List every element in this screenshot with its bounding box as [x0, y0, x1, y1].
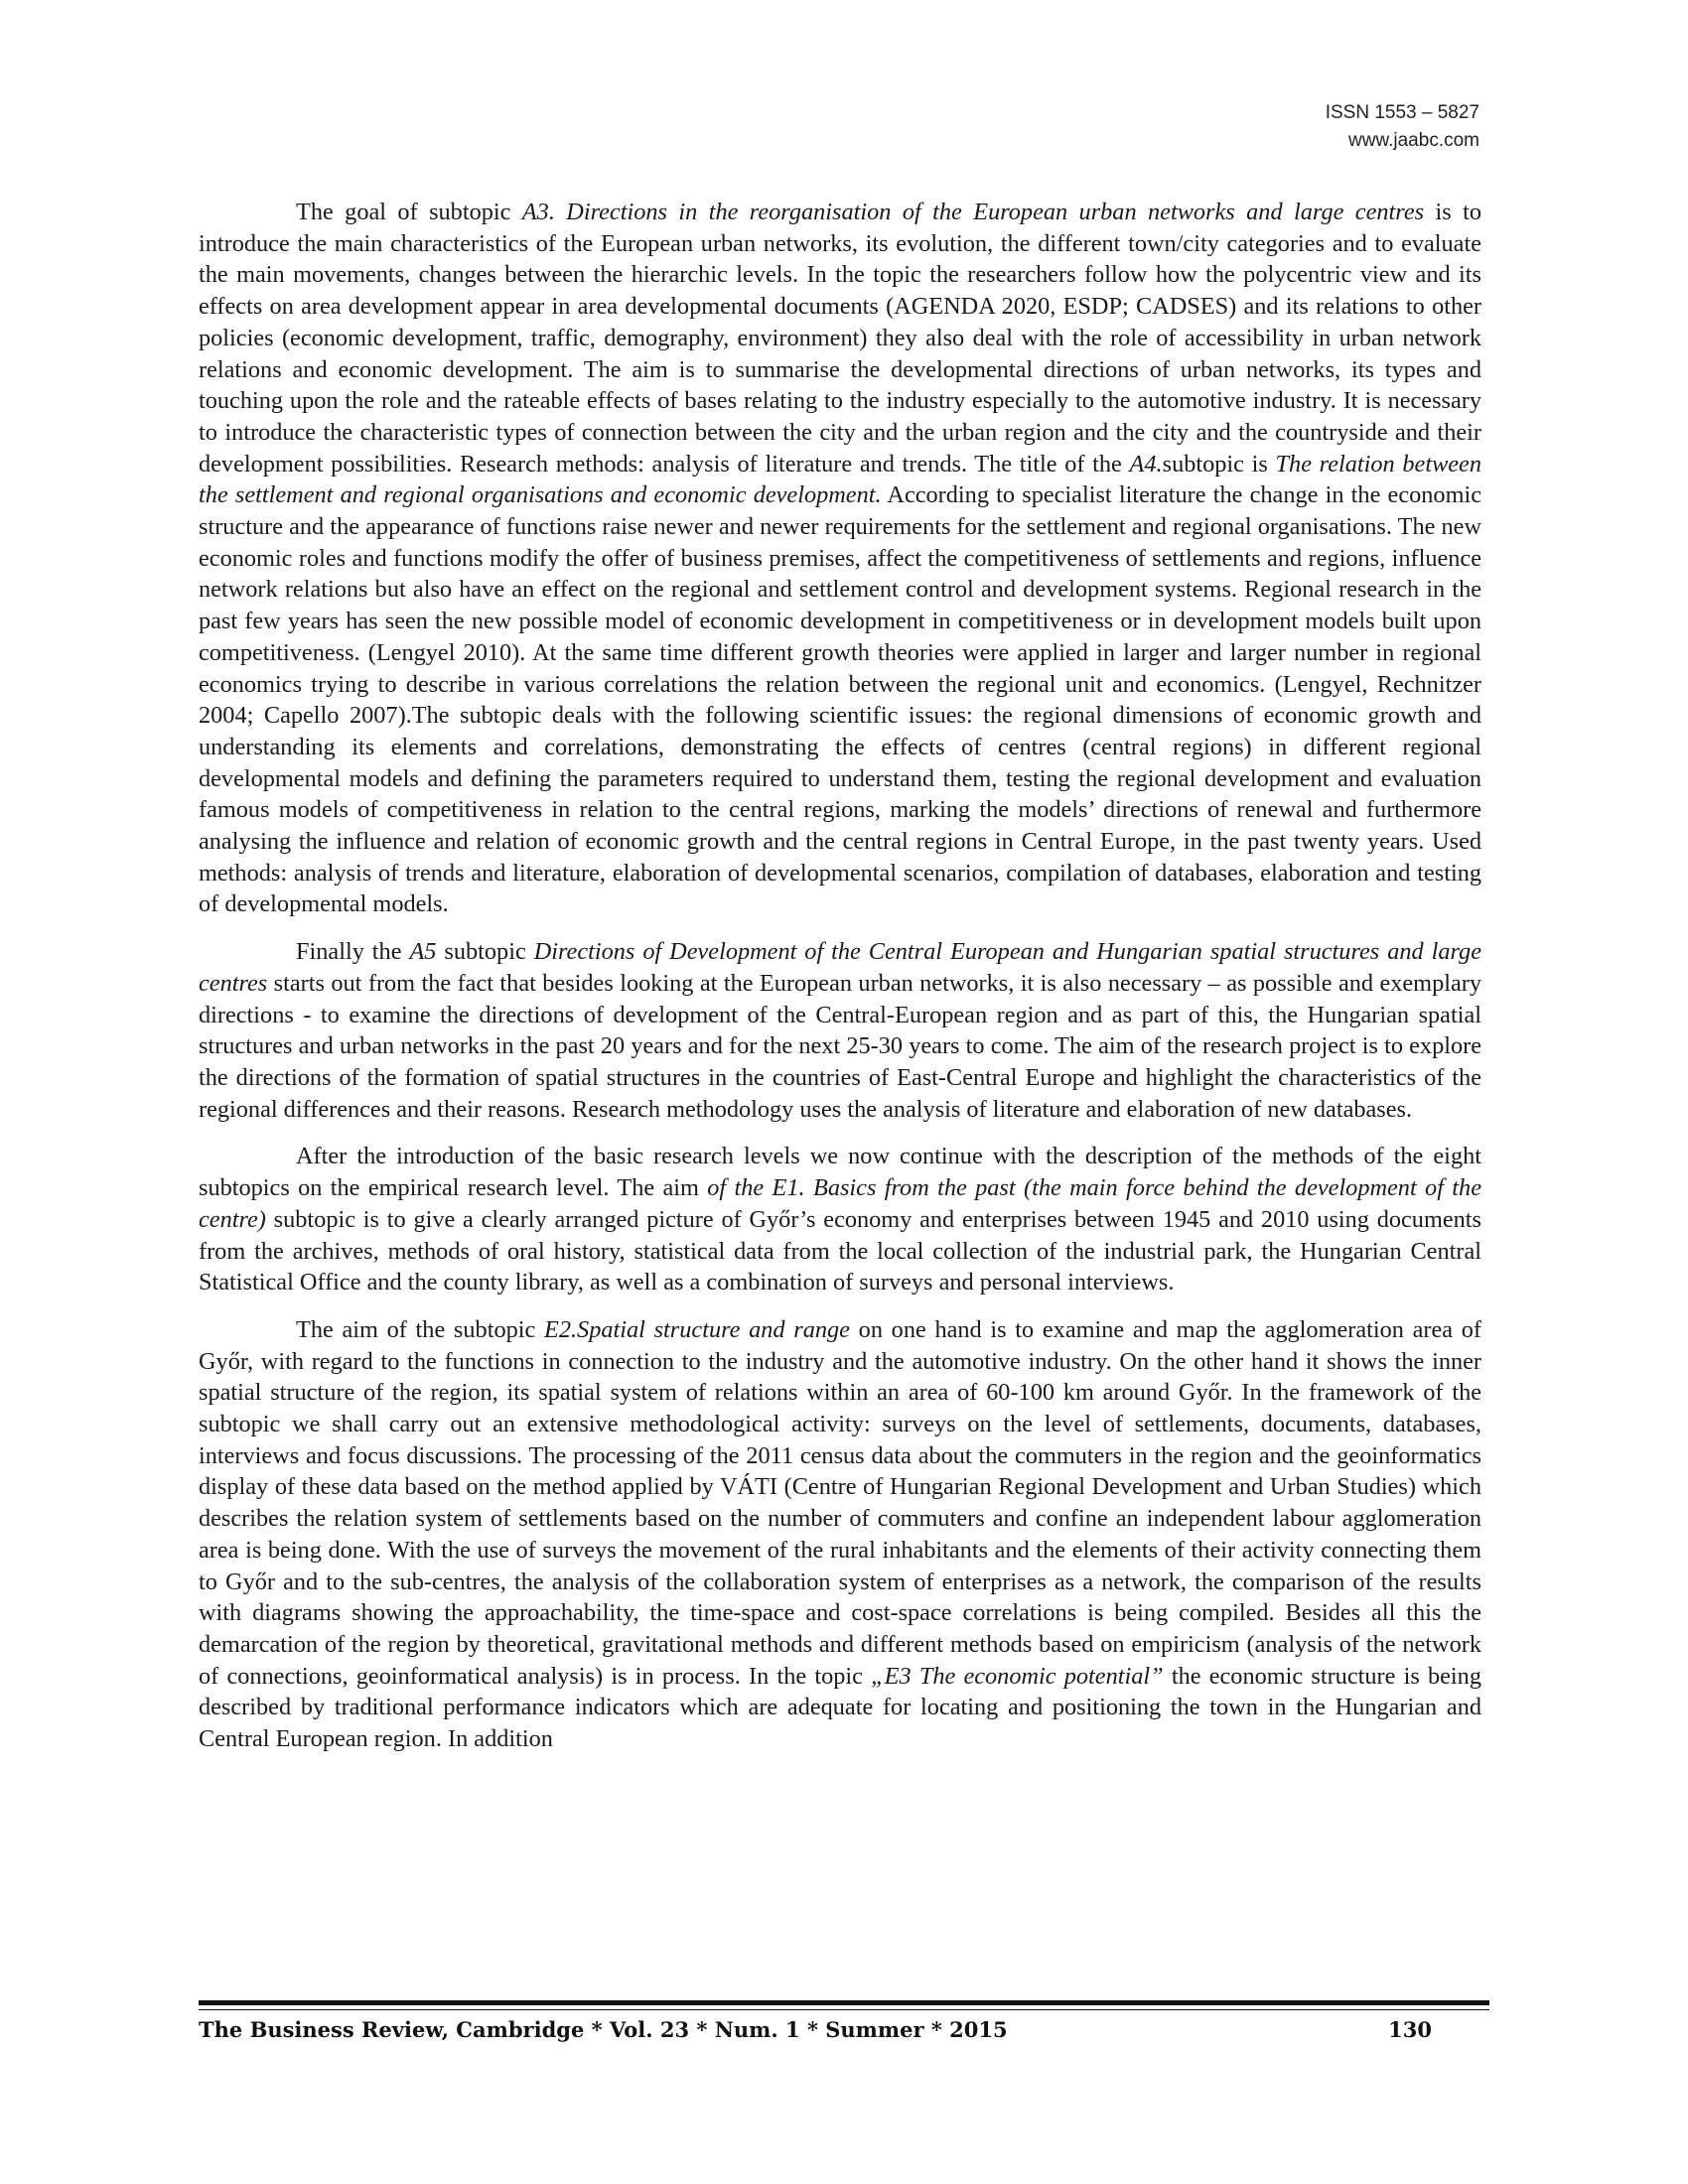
paragraph-e2-e3	[199, 1314, 1481, 1755]
italic-text-run: „E3 The economic potential”	[871, 1662, 1164, 1690]
footer-divider-thin	[199, 2009, 1489, 2010]
italic-text-run: A3. Directions in the reorganisation of the European urban networks and large centres	[521, 199, 1425, 225]
issn-text: ISSN 1553 – 5827	[1325, 102, 1479, 123]
text-run: After the introduction of the basic research levels we now continue with the description of the methods of the eight subtopics on the empirical research level. The aim	[199, 1143, 1481, 1202]
footer-divider-thick	[199, 2000, 1489, 2005]
text-run: is to introduce the main characteristics of the European urban networks, its evolution, the different town/city categories and to evaluate the main movements, changes between the hierarchic levels. In the topic the researchers follow how the polycentric view and its effects on area development appear in area developmental documents (AGENDA 2020, ESDP; CADSES) and its relations to other policies (economic development, traffic, demography, environment) they also deal with the role of accessibility in urban network relations and economic development. The aim is to summarise the developmental directions of urban networks, its types and touching upon the role and the rateable effects of bases relating to the industry especially to the automotive industry. It is necessary to introduce the characteristic types of connection between the city and the urban region and the city and the countryside and their development possibilities. Research methods: analysis of literature and trends. The title of the	[199, 199, 1481, 478]
text-run: According to specialist literature the change in the economic structure and the appearance of functions raise newer and newer requirements for the settlement and regional organisations. The new economic roles and functions modify the offer of business premises, affect the competitiveness of settlements and regions, influence network relations but also have an effect on the regional and settlement control and development systems. Regional research in the past few years has seen the new possible model of economic development in competitiveness or in development models built upon competitiveness. (Lengyel 2010). At the same time different growth theories were applied in larger and larger number in regional economics trying to describe in various correlations the relation between the regional unit and economics. (Lengyel, Rechnitzer 2004; Capello 2007).The subtopic deals with the following scientific issues: the regional dimensions of economic growth and understanding its elements and correlations, demonstrating the effects of centres (central regions) in different regional developmental models and defining the parameters required to understand them, testing the regional development and evaluation famous models of competitiveness in relation to the central regions, marking the models’ directions of renewal and furthermore analysing the influence and relation of economic growth and the central regions in Central Europe, in the past twenty years. Used methods: analysis of trends and literature, elaboration of developmental scenarios, compilation of databases, elaboration and testing of developmental models.	[199, 481, 1482, 918]
text-run: The goal of subtopic	[296, 199, 522, 225]
text-run: subtopic is to give a clearly arranged picture of Győr’s economy and enterprises between 1945 and 2010 using documents from the archives, methods of oral history, statistical data from the local collection of the industrial park, the Hungarian Central Statistical Office and the county library, as well as a combination of surveys and personal interviews.	[199, 1205, 1481, 1297]
article-body	[199, 197, 1481, 1755]
page-number: 130	[1388, 2017, 1432, 2042]
text-run: subtopic is	[1162, 450, 1276, 478]
text-run: on one hand is to examine and map the agglomeration area of Győr, with regard to the functions in connection to the industry and the automotive industry. On the other hand it shows the inner spatial structure of the region, its spatial system of relations within an area of 60-100 km around Győr. In the framework of the subtopic we shall carry out an extensive methodological activity: surveys on the level of settlements, documents, databases, interviews and focus discussions. The processing of the 2011 census data about the commuters in the region and the geoinformatics display of these data based on the method applied by VÁTI (Centre of Hungarian Regional Development and Urban Studies) which describes the relation system of settlements based on the number of commuters and confine an independent labour agglomeration area is being done. With the use of surveys the movement of the rural inhabitants and the elements of their activity connecting them to Győr and to the sub-centres, the analysis of the collaboration system of enterprises as a network, the comparison of the results with diagrams showing the approachability, the time-space and cost-space correlations is being compiled. Besides all this the demarcation of the region by theoretical, gravitational methods and different methods based on empiricism (analysis of the network of connections, geoinformatical analysis) is in process. In the topic	[199, 1315, 1482, 1690]
journal-citation: The Business Review, Cambridge * Vol. 23 * Num. 1 * Summer * 2015	[199, 2017, 1008, 2042]
website-link[interactable]: www.jaabc.com	[1348, 130, 1479, 151]
italic-text-run: A5	[409, 938, 437, 966]
text-run: The aim of the subtopic	[296, 1315, 544, 1343]
paragraph-a5	[199, 936, 1481, 1125]
paragraph-e1	[199, 1141, 1481, 1298]
text-run: subtopic	[436, 938, 534, 966]
italic-text-run: The relation between the settlement and regional organisations and economic development.	[199, 450, 1481, 509]
italic-text-run: E2.Spatial structure and range	[543, 1315, 850, 1343]
text-run: Finally the	[296, 938, 410, 966]
italic-text-run: A4.	[1129, 450, 1163, 478]
page-header	[1326, 99, 1479, 155]
paragraph-a3-a4	[199, 197, 1481, 920]
italic-text-run: Directions of Development of the Central European and Hungarian spatial structures and large centres	[199, 938, 1481, 997]
text-run: starts out from the fact that besides looking at the European urban networks, it is also necessary – as possible and exemplary directions - to examine the directions of development of the Central-European region and as part of this, the Hungarian spatial structures and urban networks in the past 20 years and for the next 25-30 years to come. The aim of the research project is to explore the directions of the formation of spatial structures in the countries of East-Central Europe and highlight the characteristics of the regional differences and their reasons. Research methodology uses the analysis of literature and elaboration of new databases.	[199, 969, 1481, 1123]
text-run: the economic structure is being described by traditional performance indicators which are adequate for locating and positioning the town in the Hungarian and Central European region. In addition	[199, 1662, 1481, 1753]
italic-text-run: of the E1. Basics from the past (the main force behind the development of the centre)	[199, 1174, 1481, 1233]
